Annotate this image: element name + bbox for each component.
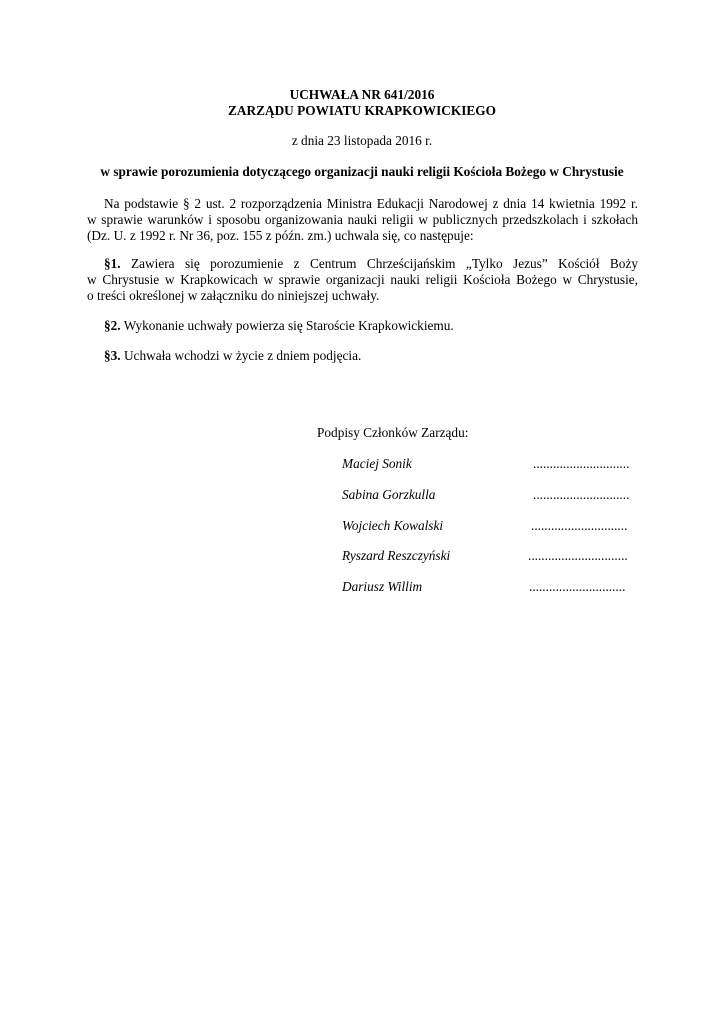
signature-row bbox=[342, 518, 642, 534]
resolution-date: z dnia 23 listopada 2016 r. bbox=[291, 133, 433, 148]
signature-row bbox=[342, 548, 642, 564]
section-2 bbox=[104, 318, 454, 334]
section-1-line bbox=[87, 256, 638, 272]
resolution-number: UCHWAŁA NR 641/2016 bbox=[289, 87, 435, 102]
signature-line: ............................. bbox=[533, 456, 630, 471]
section-1-line: o treści określonej w załączniku do niniejszej uchwały. bbox=[87, 288, 380, 303]
preamble-line: Na podstawie § 2 ust. 2 rozporządzenia Ministra Edukacji Narodowej z dnia 14 kwietnia 1992 r. bbox=[104, 196, 638, 211]
section-mark: §2. bbox=[104, 318, 121, 333]
signature-line: ............................. bbox=[533, 487, 630, 502]
section-text: Zawiera się porozumienie z Centrum Chrześcijańskim „Tylko Jezus” Kościół Boży bbox=[120, 256, 638, 271]
member-name: Maciej Sonik bbox=[342, 456, 412, 471]
signature-row bbox=[342, 456, 642, 472]
preamble bbox=[87, 196, 638, 244]
section-text: Uchwała wchodzi w życie z dniem podjęcia. bbox=[120, 348, 362, 363]
signature-row bbox=[342, 487, 642, 503]
member-name: Dariusz Willim bbox=[342, 579, 423, 594]
member-name: Sabina Gorzkulla bbox=[342, 487, 436, 502]
member-name: Wojciech Kowalski bbox=[342, 518, 444, 533]
issuing-body: ZARZĄDU POWIATU KRAPKOWICKIEGO bbox=[228, 103, 496, 118]
section-text: Wykonanie uchwały powierza się Staroście Krapkowickiemu. bbox=[120, 318, 454, 333]
section-1 bbox=[87, 256, 638, 304]
signature-line: ............................. bbox=[531, 518, 628, 533]
signature-line: ............................. bbox=[529, 579, 626, 594]
section-mark: §1. bbox=[104, 256, 121, 271]
section-1-line: w Chrystusie w Krapkowicach w sprawie organizacji nauki religii Kościoła Bożego w Chrystusie, bbox=[87, 272, 638, 287]
resolution-subject: w sprawie porozumienia dotyczącego organizacji nauki religii Kościoła Bożego w Chrystusie bbox=[100, 164, 624, 179]
signature-line: .............................. bbox=[528, 548, 628, 563]
member-name: Ryszard Reszczyński bbox=[342, 548, 451, 563]
section-3 bbox=[104, 348, 361, 364]
signatures-header: Podpisy Członków Zarządu: bbox=[317, 425, 469, 440]
section-mark: §3. bbox=[104, 348, 121, 363]
preamble-line: w sprawie warunków i sposobu organizowania nauki religii w publicznych przedszkolach i szkołach bbox=[87, 212, 638, 227]
preamble-line: (Dz. U. z 1992 r. Nr 36, poz. 155 z późn. zm.) uchwala się, co następuje: bbox=[87, 228, 474, 243]
signature-row bbox=[342, 579, 642, 595]
